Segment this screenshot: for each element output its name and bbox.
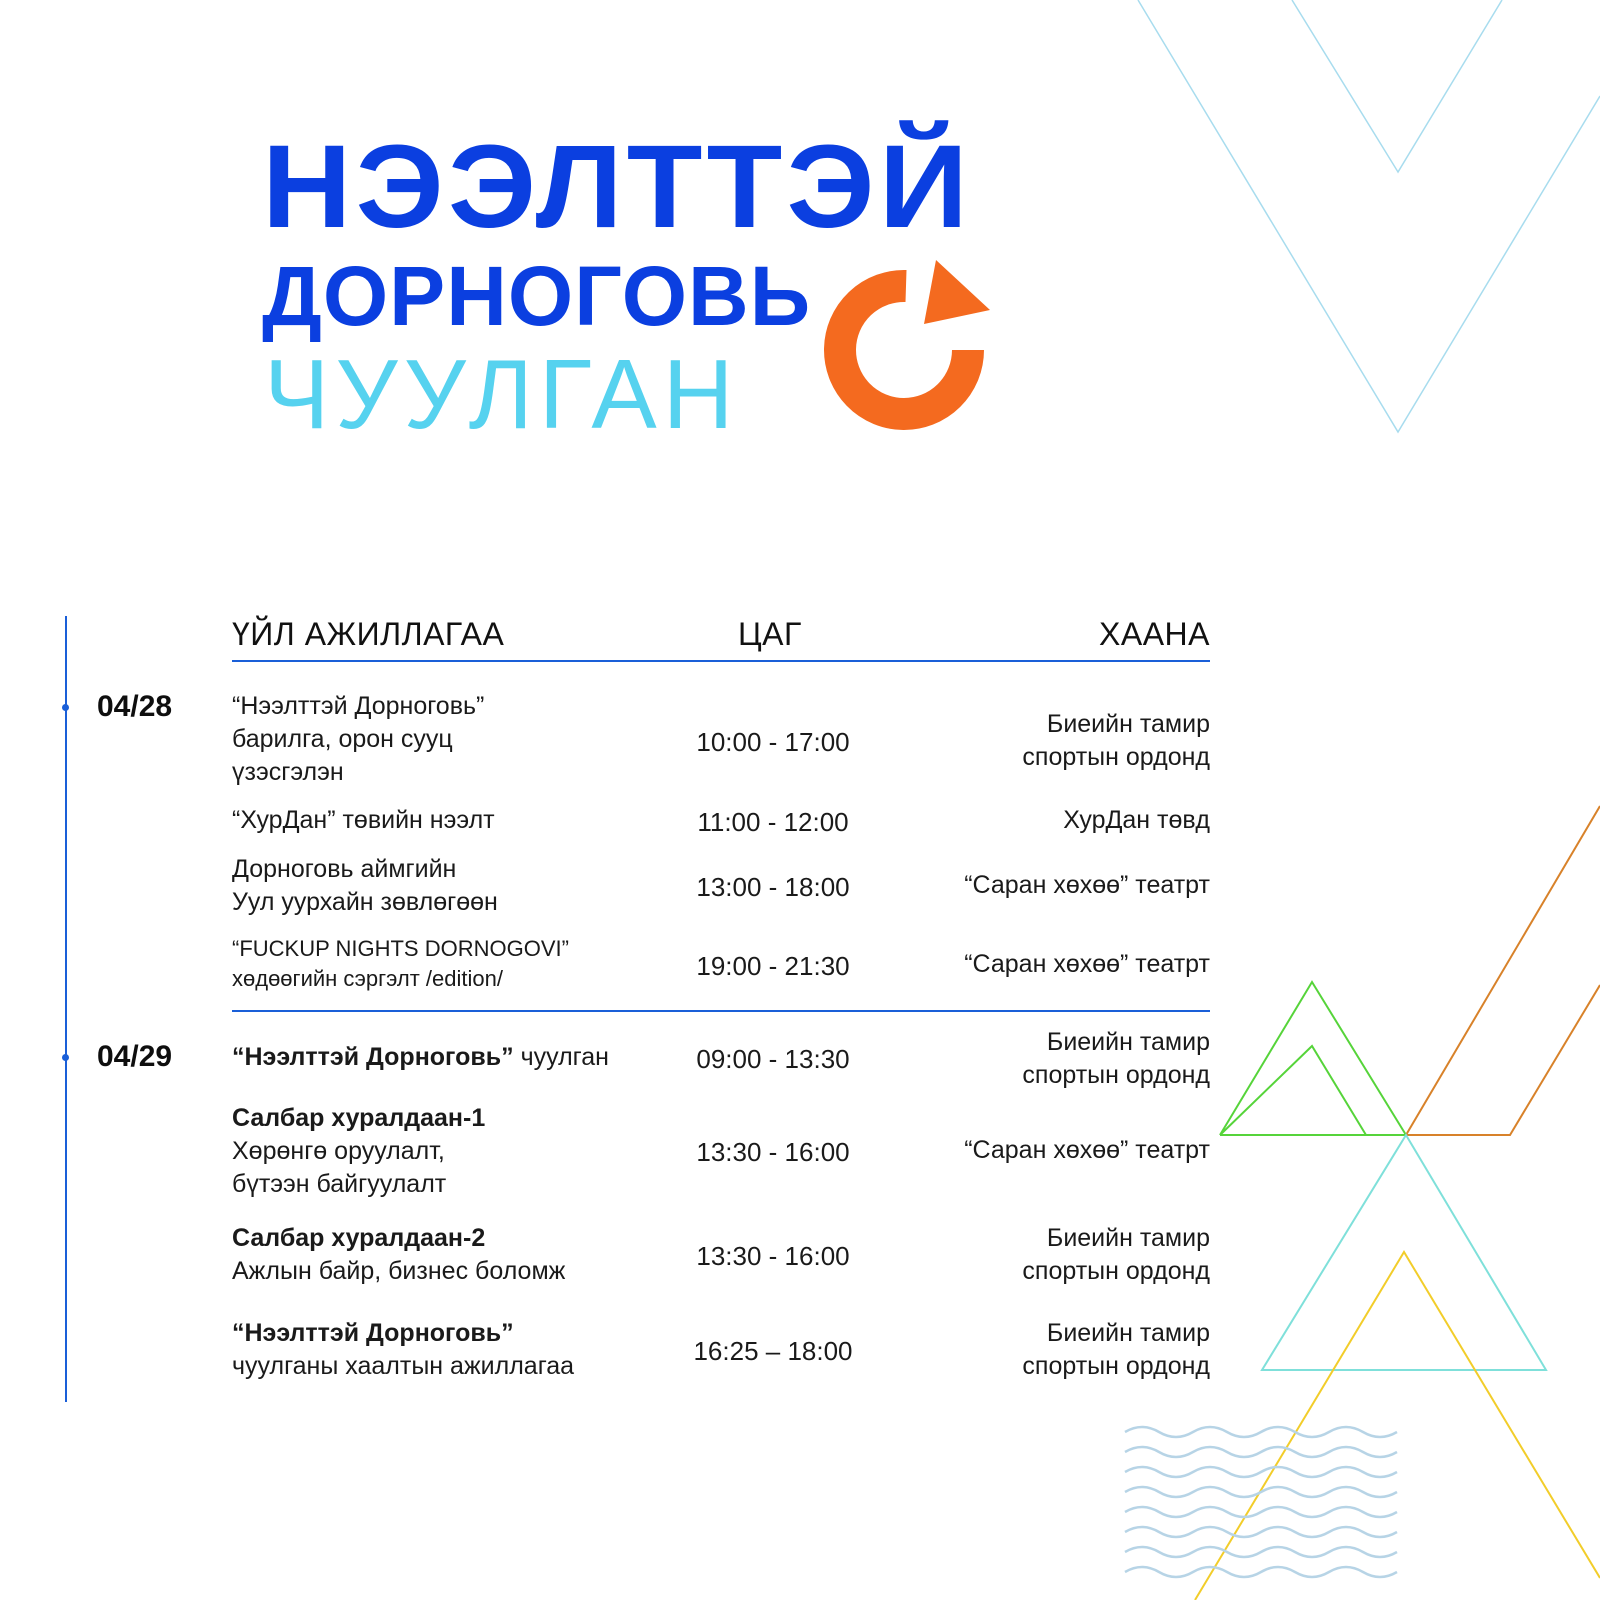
green-triangle-outer	[1220, 982, 1406, 1135]
event-time: 16:25 – 18:00	[693, 1336, 853, 1366]
header-time: ЦАГ	[738, 616, 802, 652]
event-activity	[232, 934, 672, 994]
event-time: 11:00 - 12:00	[697, 807, 849, 837]
activity-rest: чуулган	[513, 1043, 609, 1071]
event-location	[870, 948, 1210, 981]
top-chevron-inner	[1292, 0, 1502, 172]
activity-line: “FUCKUP NIGHTS DORNOGOVI”	[232, 936, 569, 961]
refresh-arrow-icon	[818, 254, 1008, 444]
activity-line: “Нээлттэй Дорноговь”	[232, 1319, 514, 1347]
day-divider	[232, 1010, 1210, 1012]
event-time: 13:00 - 18:00	[696, 872, 850, 902]
event-activity	[232, 804, 672, 837]
wavy-lines	[1125, 1427, 1397, 1577]
activity-line: чуулганы хаалтын ажиллагаа	[232, 1352, 575, 1380]
event-location	[870, 1222, 1210, 1288]
title-line-2: ДОРНОГОВЬ	[262, 249, 812, 343]
timeline-dot	[62, 704, 69, 711]
event-time: 09:00 - 13:30	[696, 1044, 850, 1074]
event-location	[870, 708, 1210, 774]
location-line: спортын ордонд	[1022, 743, 1210, 771]
location-line: Биеийн тамир	[1046, 1028, 1210, 1056]
top-chevron-outer	[1138, 0, 1600, 432]
location-line: Биеийн тамир	[1046, 1224, 1210, 1252]
location-line: “Саран хөхөө” театрт	[964, 1136, 1210, 1164]
event-activity	[232, 1041, 672, 1074]
activity-line: Уул уурхайн зөвлөгөөн	[232, 888, 498, 916]
cyan-triangle	[1262, 1135, 1546, 1370]
title-line-3: ЧУУЛГАН	[264, 339, 740, 449]
date-label: 04/28	[97, 690, 173, 723]
location-line: спортын ордонд	[1022, 1257, 1210, 1285]
location-line: ХурДан төвд	[1063, 806, 1210, 834]
activity-line: Хөрөнгө оруулалт,	[232, 1137, 445, 1165]
activity-line	[232, 1041, 672, 1074]
activity-line: үзэсгэлэн	[232, 758, 344, 786]
activity-line: Салбар хуралдаан-1	[232, 1104, 486, 1132]
event-location	[870, 1317, 1210, 1383]
location-line: спортын ордонд	[1022, 1061, 1210, 1089]
activity-line: хөдөөгийн сэргэлт /edition/	[232, 966, 503, 991]
activity-line: Салбар хуралдаан-2	[232, 1224, 486, 1252]
location-line: “Саран хөхөө” театрт	[964, 871, 1210, 899]
event-location	[870, 1026, 1210, 1092]
event-activity	[232, 853, 672, 919]
event-location	[870, 869, 1210, 902]
timeline-dot	[62, 1054, 69, 1061]
activity-line: бүтээн байгуулалт	[232, 1170, 447, 1198]
event-time: 19:00 - 21:30	[696, 951, 850, 981]
header-activity: ҮЙЛ АЖИЛЛАГАА	[232, 616, 505, 652]
activity-line: Дорноговь аймгийн	[232, 855, 457, 883]
location-line: спортын ордонд	[1022, 1352, 1210, 1380]
date-label: 04/29	[97, 1040, 173, 1073]
location-line: Биеийн тамир	[1046, 710, 1210, 738]
activity-line: “ХурДан” төвийн нээлт	[232, 806, 495, 834]
green-triangle-inner	[1220, 1046, 1366, 1135]
location-line: Биеийн тамир	[1046, 1319, 1210, 1347]
event-time: 10:00 - 17:00	[696, 727, 850, 757]
header-where: ХААНА	[1099, 616, 1210, 652]
activity-line: Ажлын байр, бизнес боломж	[232, 1257, 566, 1285]
yellow-triangle	[1195, 1252, 1600, 1600]
location-line: “Саран хөхөө” театрт	[964, 950, 1210, 978]
event-activity	[232, 1317, 672, 1383]
event-time: 13:30 - 16:00	[696, 1241, 850, 1271]
event-activity	[232, 690, 672, 789]
event-time: 13:30 - 16:00	[696, 1137, 850, 1167]
activity-line: “Нээлттэй Дорноговь”	[232, 692, 485, 720]
timeline-line	[65, 616, 67, 1402]
activity-line: барилга, орон сууц	[232, 725, 453, 753]
header-rule	[232, 660, 1210, 662]
orange-zigzag	[1406, 806, 1600, 1135]
activity-bold: “Нээлттэй Дорноговь”	[232, 1043, 514, 1071]
event-location	[870, 804, 1210, 837]
event-activity	[232, 1102, 672, 1201]
event-location	[870, 1134, 1210, 1167]
title-line-1: НЭЭЛТТЭЙ	[262, 121, 973, 253]
event-activity	[232, 1222, 672, 1288]
